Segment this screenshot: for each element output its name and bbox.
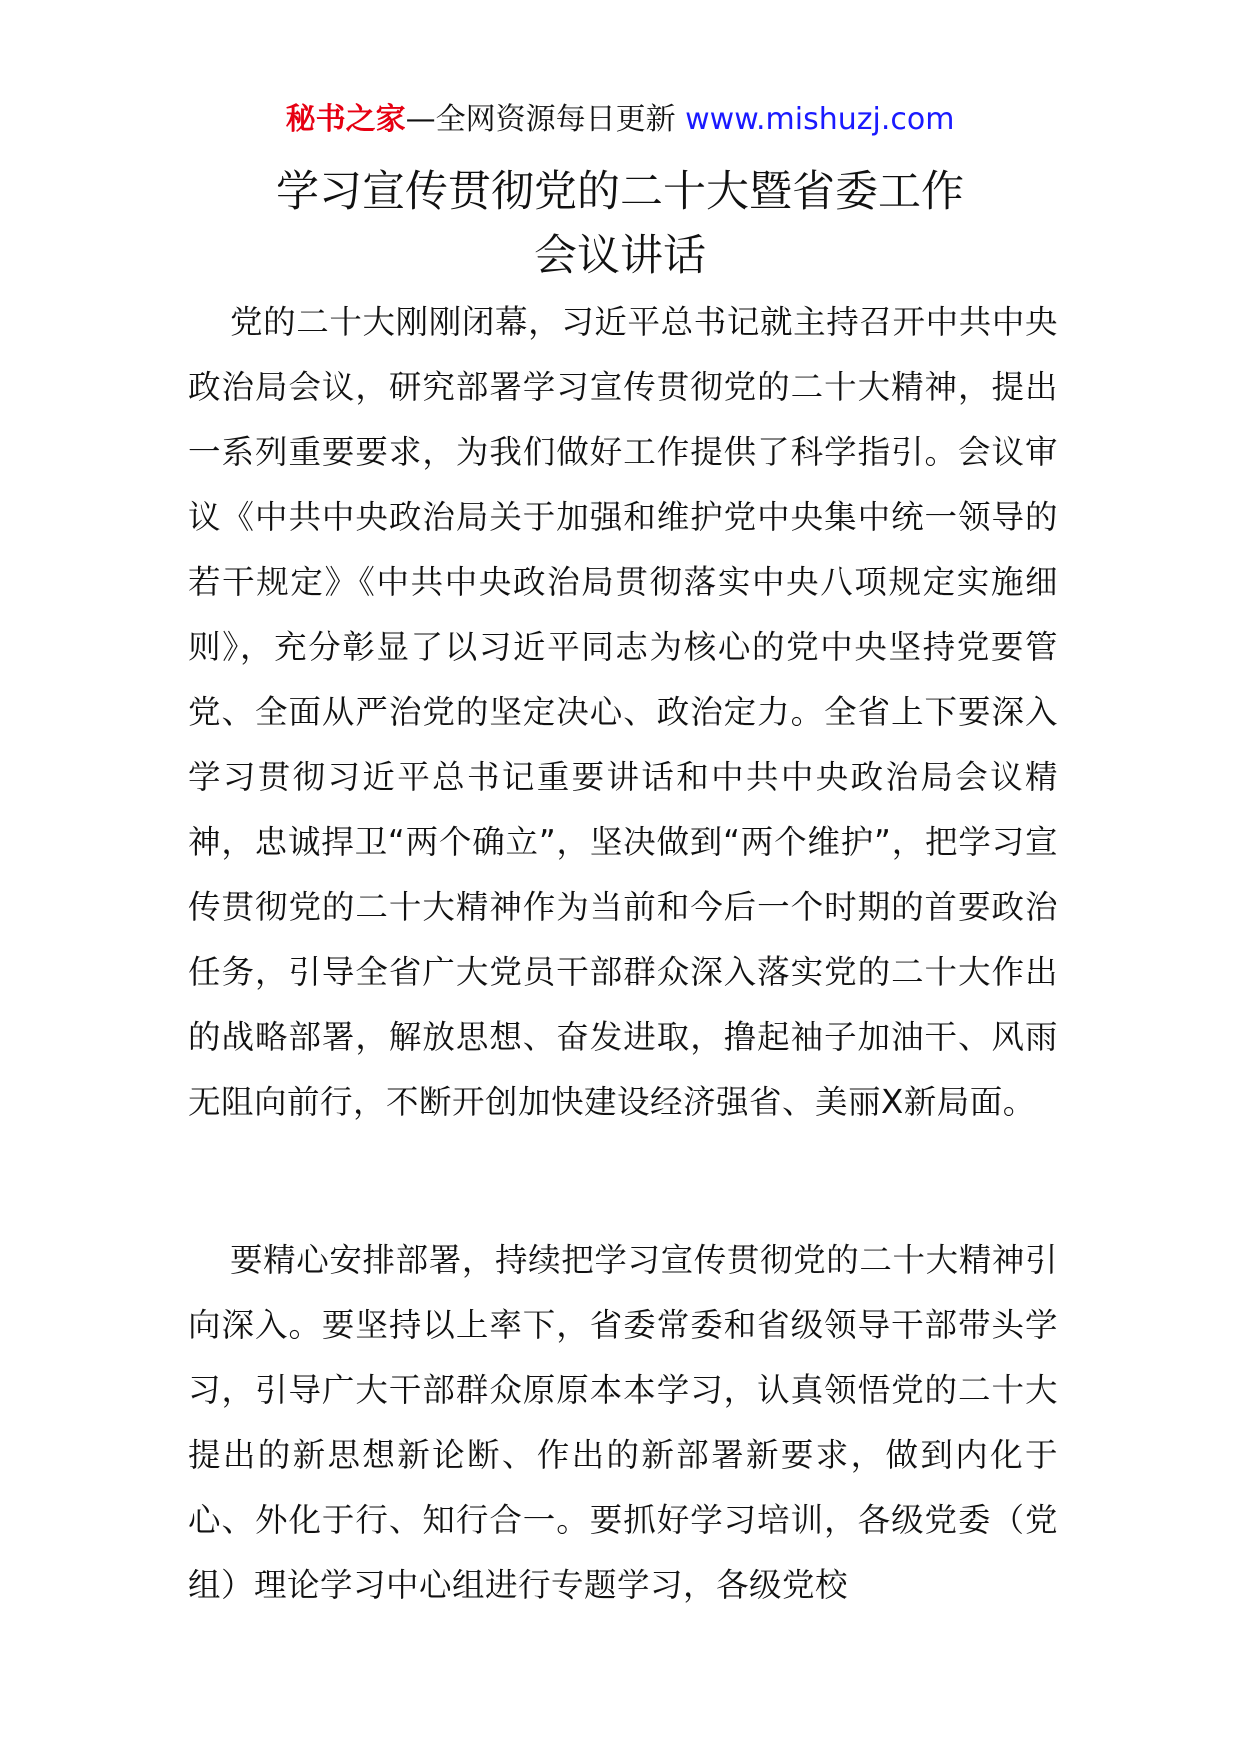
body-paragraph-2: 要精心安排部署，持续把学习宣传贯彻党的二十大精神引向深入。要坚持以上率下，省委常委和省级领导干部带头学习，引导广大干部群众原原本本学习，认真领悟党的二十大提出的新思想新论断、作出的新部署新要求，做到内化于心、外化于行、知行合一。要抓好学习培训，各级党委（党组）理论学习中心组进行专题学习，各级党校 [188, 1241, 1058, 1604]
document-title-line-2: 会议讲话 [534, 231, 706, 281]
site-header [0, 100, 1240, 140]
brand-name: 秘书之家 [285, 102, 406, 137]
site-url-link[interactable]: www.mishuzj.com [685, 102, 955, 137]
document-title-line-1: 学习宣传贯彻党的二十大暨省委工作 [276, 167, 964, 217]
site-slogan: —全网资源每日更新 [405, 102, 686, 137]
body-paragraph-1: 党的二十大刚刚闭幕，习近平总书记就主持召开中共中央政治局会议，研究部署学习宣传贯彻党的二十大精神，提出一系列重要要求，为我们做好工作提供了科学指引。会议审议《中共中央政治局关于加强和维护党中央集中统一领导的若干规定》《中共中央政治局贯彻落实中央八项规定实施细则》，充分彰显了以习近平同志为核心的党中央坚持党要管党、全面从严治党的坚定决心、政治定力。全省上下要深入学习贯彻习近平总书记重要讲话和中共中央政治局会议精神，忠诚捍卫“两个确立”，坚决做到“两个维护”，把学习宣传贯彻党的二十大精神作为当前和今后一个时期的首要政治任务，引导全省广大党员干部群众深入落实党的二十大作出的战略部署，解放思想、奋发进取，撸起袖子加油干、风雨无阻向前行，不断开创加快建设经济强省、美丽X新局面。 [188, 303, 1058, 1121]
